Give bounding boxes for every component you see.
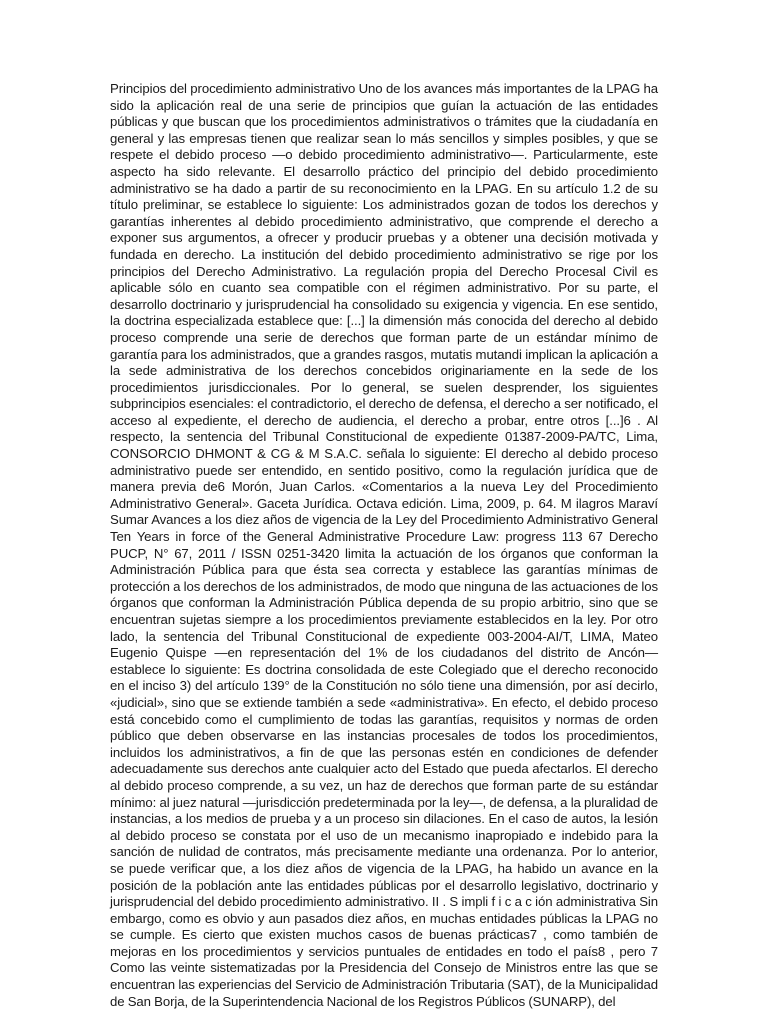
document-body-text: Principios del procedimiento administrativo Uno de los avances más importantes de la LPAG ha sido la aplicación real de una serie de principios que guían la actuación de las entidades públicas y que buscan que los procedimientos administrativos o trámites que la ciudadanía en general y las empresas tienen que realizar sean lo más sencillos y simples posibles, y que se respete el debido proceso —o debido procedimiento administrativo—. Particularmente, este aspecto ha sido relevante. El desarrollo práctico del principio del debido procedimiento administrativo se ha dado a partir de su reconocimiento en la LPAG. En su artículo 1.2 de su título preliminar, se establece lo siguiente: Los administrados gozan de todos los derechos y garantías inherentes al debido procedimiento administrativo, que comprende el derecho a exponer sus argumentos, a ofrecer y producir pruebas y a obtener una decisión motivada y fundada en derecho. La institución del debido procedimiento administrativo se rige por los principios del Derecho Administrativo. La regulación propia del Derecho Procesal Civil es aplicable sólo en cuanto sea compatible con el régimen administrativo. Por su parte, el desarrollo doctrinario y jurisprudencial ha consolidado su exigencia y vigencia. En ese sentido, la doctrina especializada establece que: [...] la dimensión más conocida del derecho al debido proceso comprende una serie de derechos que forman parte de un estándar mínimo de garantía para los administrados, que a grandes rasgos, mutatis mutandi implican la aplicación a la sede administrativa de los derechos concebidos originariamente en la sede de los procedimientos jurisdiccionales. Por lo general, se suelen desprender, los siguientes subprincipios esenciales: el contradictorio, el derecho de defensa, el derecho a ser notificado, el acceso al expediente, el derecho de audiencia, el derecho a probar, entre otros [...]6 . Al respecto, la sentencia del Tribunal Constitucional de expediente 01387-2009-PA/TC, Lima, CONSORCIO DHMONT & CG & M S.A.C. señala lo siguiente: El derecho al debido proceso administrativo puede ser entendido, en sentido positivo, como la regulación jurídica que de manera previa de6 Morón, Juan Carlos. «Comentarios a la nueva Ley del Procedimiento Administrativo General». Gaceta Jurídica. Octava edición. Lima, 2009, p. 64. M ilagros Maraví Sumar Avances a los diez años de vigencia de la Ley del Procedimiento Administrativo General Ten Years in force of the General Administrative Procedure Law: progress 113 67 Derecho PUCP, N° 67, 2011 / ISSN 0251-3420 limita la actuación de los órganos que conforman la Administración Pública para que ésta sea correcta y establece las garantías mínimas de protección a los derechos de los administrados, de modo que ninguna de las actuaciones de los órganos que conforman la Administración Pública dependa de su propio arbitrio, sino que se encuentran sujetas siempre a los procedimientos previamente establecidos en la ley. Por otro lado, la sentencia del Tribunal Constitucional de expediente 003-2004-AI/T, LIMA, Mateo Eugenio Quispe —en representación del 1% de los ciudadanos del distrito de Ancón— establece lo siguiente: Es doctrina consolidada de este Colegiado que el derecho reconocido en el inciso 3) del artículo 139° de la Constitución no sólo tiene una dimensión, por así decirlo, «judicial», sino que se extiende también a sede «administrativa». En efecto, el debido proceso está concebido como el cumplimiento de todas las garantías, requisitos y normas de orden público que deben observarse en las instancias procesales de todos los procedimientos, incluidos los administrativos, a fin de que las personas estén en condiciones de defender adecuadamente sus derechos ante cualquier acto del Estado que pueda afectarlos. El derecho al debido proceso comprende, a su vez, un haz de derechos que forman parte de su estándar mínimo: al juez natural —jurisdicción predeterminada por la ley—, de defensa, a la pluralidad de instancias, a los medios de prueba y a un proceso sin dilaciones. En el caso de autos, la lesión al debido proceso se constata por el uso de un mecanismo inapropiado e indebido para la sanción de nulidad de contratos, más precisamente mediante una ordenanza. Por lo anterior, se puede verificar que, a los diez años de vigencia de la LPAG, ha habido un avance en la posición de la población ante las entidades públicas por el desarrollo legislativo, doctrinario y jurisprudencial del debido procedimiento administrativo. II . S impli f i c a c ión administrativa Sin embargo, como es obvio y aun pasados diez años, en muchas entidades públicas la LPAG no se cumple. Es cierto que existen muchos casos de buenas prácticas7 , como también de mejoras en los procedimientos y servicios puntuales de entidades en todo el país8 , pero 7 Como las veinte sistematizadas por la Presidencia del Consejo de Ministros entre las que se encuentran las experiencias del Servicio de Administración Tributaria (SAT), de la Municipalidad de San Borja, de la Superintendencia Nacional de los Registros Públicos (SUNARP), del — [110, 81, 658, 1009]
